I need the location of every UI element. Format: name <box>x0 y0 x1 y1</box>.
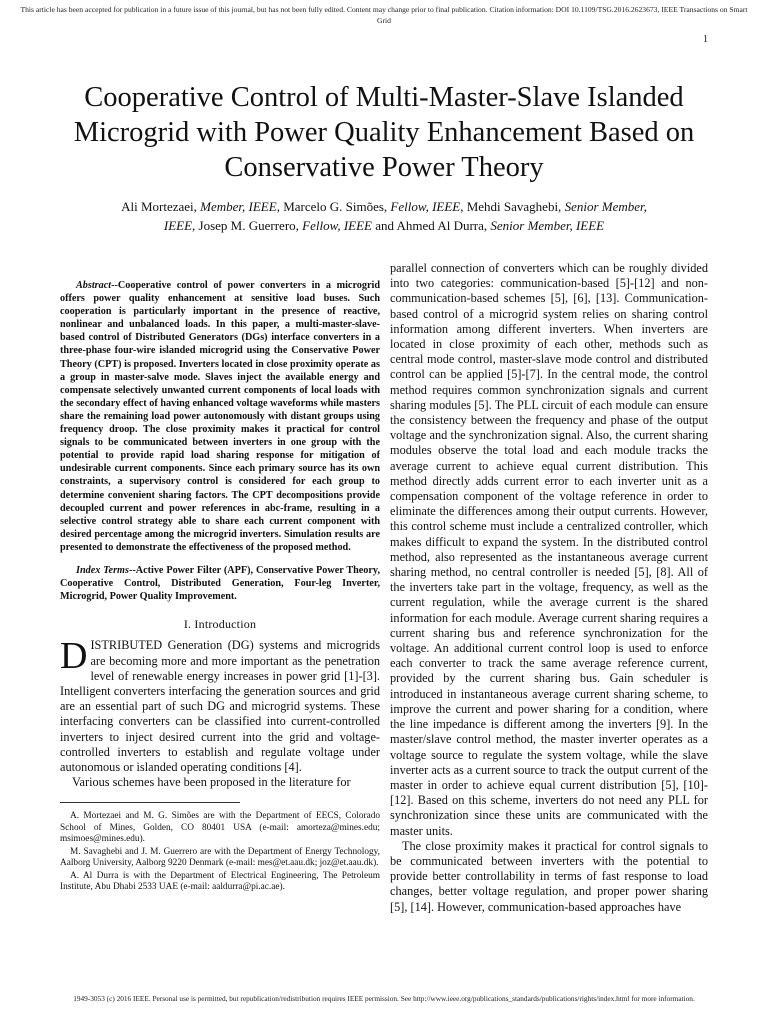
left-column <box>60 261 380 894</box>
author-name: Ali Mortezaei, <box>121 199 201 214</box>
abstract-label: Abstract <box>76 280 112 291</box>
index-terms-text: --Active Power Filter (APF), Conservative Power Theory, Cooperative Control, Distributed Generation, Four-leg Inverter, Microgrid, Power Quality Improvement. <box>60 564 380 603</box>
author-name: , Mehdi Savaghebi, <box>460 199 565 214</box>
abstract-text: --Cooperative control of power converters in a microgrid offers power quality enhancement at sensitive load buses. Such cooperation is particularly important in the presence of reactive, nonlinear and unbalanced loads. In this paper, a multi-master-slave-based control of Distributed Generators (DGs) interface converters in a three-phase four-wire islanded microgrid using the Conservative Power Theory (CPT) is proposed. Inverters located in close proximity operate as a group in master-salve mode. Slaves inject the available energy and compensate selectively unwanted current components of local loads with the secondary effect of having enhanced voltage waveforms while masters share the remaining load power autonomously with distant groups using frequency droop. The close proximity makes it practical for control signals to be communicated between inverters in one group with the potential to provide rapid load sharing response for mitigation of undesirable current components. Since each primary source has its own constraints, a supervisory control is considered for each group to determine convenient sharing factors. The CPT decompositions provide decoupled current and power references in abc-frame, resulting in a selective control strategy able to share each current component with desired percentage among the microgrid inverters. Simulation results are presented to demonstrate the effectiveness of the proposed method. <box>60 280 380 553</box>
paper-title: Cooperative Control of Multi-Master-Slave Islanded Microgrid with Power Quality Enhancement Based on Conservative Power Theory <box>73 82 695 183</box>
index-terms <box>60 564 380 603</box>
author-role: Senior Member, IEEE <box>163 199 647 233</box>
author-role: Senior Member, IEEE <box>490 218 605 233</box>
section-heading: I. Introduction <box>183 617 257 632</box>
footnote: A. Al Durra is with the Department of Electrical Engineering, The Petroleum Institute, Abu Dhabi 2533 UAE (e-mail: aaldurra@pi.ac.ae). <box>60 870 380 892</box>
copyright-notice: 1949-3053 (c) 2016 IEEE. Personal use is permitted, but republication/redistribution requires IEEE permission. See http://www.ieee.org/publications_standards/publications/rights/index.html for more information. <box>73 994 695 1003</box>
body-paragraph-2: The close proximity makes it practical for control signals to be communicated between inverters with the potential to provide better controllability in terms of fast response to load changes, better voltage regulation, and proper power sharing [5], [14]. However, communication-based approaches have <box>390 838 708 914</box>
author-name: , Josep M. Guerrero, <box>192 218 303 233</box>
intro-paragraph <box>60 635 380 775</box>
footnote: M. Savaghebi and J. M. Guerrero are with the Department of Energy Technology, Aalborg University, Aalborg 9220 Denmark (e-mail: mes@et.aau.dk; joz@et.aau.dk). <box>60 846 380 869</box>
author-name: , Marcelo G. Simões, <box>276 199 391 214</box>
page-number: 1 <box>703 34 708 45</box>
footnote: A. Mortezaei and M. G. Simões are with the Department of EECS, Colorado School of Mines, Golden, CO 80401 USA (e-mail: amorteza@mines.edu; msimoes@mines.edu). <box>60 811 380 845</box>
author-role: Member, IEEE <box>200 199 277 214</box>
author-role: Fellow, IEEE <box>390 199 461 214</box>
intro-text: ISTRIBUTED Generation (DG) systems and microgrids are becoming more and more important as the penetration level of renewable energy increases in power grid [1]-[3]. Intelligent converters interfacing the generation sources and grid are an essential part of such DG and microgrid systems. These interfacing converters can be classified into current-controlled inverters to inject desired current into the grid and voltage-controlled inverters to establish and regulate voltage under autonomous or islanded operating conditions [4]. <box>60 638 380 775</box>
author-name: and Ahmed Al Durra, <box>371 218 491 233</box>
publication-notice: This article has been accepted for publication in a future issue of this journal, but has not been fully edited. Content may change prior to final publication. Citation information: DOI 10.1109/TSG.2016.2623673, IEEE Transactions on Smart Grid <box>20 5 748 25</box>
right-column <box>390 261 708 915</box>
index-terms-label: Index Terms <box>76 564 129 576</box>
intro-paragraph-2: Various schemes have been proposed in the literature for <box>72 775 351 790</box>
body-paragraph: parallel connection of converters which can be roughly divided into two categories: communication-based [5]-[12] and non-communication-based schemes [5], [6], [13]. Communication-based control of a microgrid system relies on sharing control information among different inverters. When inverters are located in close proximity of each other, methods such as central mode control, master-slave mode control and distributed control can be applied [5]-[7]. In the central mode, the control method requires common synchronization signals and current sharing modules [5]. The PLL circuit of each module can ensure the consistency between the frequency and phase of the output voltage and the synchronization signal. Also, the current sharing modules observe the total load and each module tracks the average current to achieve equal current distribution. This method directly adds current error to each inverter unit as a compensation component of the voltage reference in order to eliminate the differences among their output currents. However, this control scheme must include a centralized controller, which makes difficult to expand the system. In the distributed control method, also represented as the instantaneous average current sharing method, no central controller is needed [5], [8]. All of the inverters take part in the voltage, frequency, as well as the current regulation, while the average current is the shared information for each module. Average current sharing requires a current sharing bus and reference synchronization for the voltage. An additional current control loop is used to enforce each converter to track the same average reference current, provided by the current sharing bus. Gain scheduler is introduced in instantaneous average current sharing scheme, to improve the current and power sharing for a condition, where the line impedance is different among the inverters [9]. In the master/slave control method, the master inverter operates as a voltage source to regulate the system voltage, while the slave inverter acts as a current source to track the output current of the master in order to achieve equal current distribution [5], [10]-[12]. Based on this scheme, inverters do not need any PLL for synchronization since these units are communicated with the master units. <box>390 261 708 838</box>
drop-cap: D <box>60 635 88 678</box>
author-role: Fellow, IEEE <box>302 218 372 233</box>
footnote-divider <box>60 802 240 803</box>
abstract <box>60 261 380 554</box>
author-list <box>110 197 658 235</box>
